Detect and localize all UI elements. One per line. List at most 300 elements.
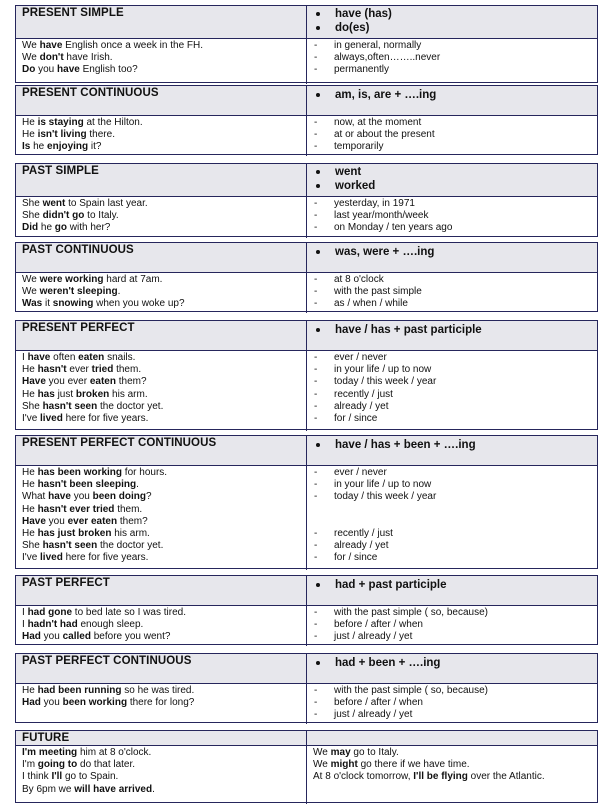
bold-text: been doing <box>92 491 146 503</box>
bold-text: has <box>37 388 55 400</box>
bold-text: might <box>330 759 358 771</box>
bold-text: tried <box>91 364 114 376</box>
text-run: before you went? <box>90 631 171 643</box>
bold-text: didn't go <box>42 210 85 222</box>
text-run: He <box>22 117 38 128</box>
examples-column-right <box>307 747 597 784</box>
text-run: She <box>22 400 43 412</box>
bold-text: went <box>42 198 66 209</box>
usage-note <box>307 467 597 479</box>
text-run: . <box>152 783 155 795</box>
form-bullet: had + past participle <box>307 578 597 592</box>
usage-note-text: today / this week / year <box>334 491 437 503</box>
text-run: We <box>22 40 40 51</box>
text-run: do that later. <box>77 759 136 771</box>
column-divider <box>306 164 307 196</box>
text-run: He <box>22 503 38 515</box>
text-run: I think <box>22 771 52 783</box>
dash-marker <box>314 222 317 234</box>
tense-body <box>16 351 597 431</box>
text-run: By 6pm we <box>22 783 75 795</box>
dash-marker <box>314 376 317 388</box>
example-sentence <box>22 413 304 425</box>
usage-note-text: on Monday / ten years ago <box>334 222 453 234</box>
bold-text: have <box>39 40 63 51</box>
example-sentence <box>22 364 304 376</box>
text-run: go to Spain. <box>62 771 119 783</box>
example-sentence <box>22 504 304 516</box>
bold-text: I'm meeting <box>22 747 78 758</box>
bold-text: Had <box>22 697 41 709</box>
tense-table <box>15 320 598 430</box>
form-bullet: went <box>307 165 597 179</box>
dash-marker <box>314 274 317 286</box>
bold-text: Was <box>22 298 43 310</box>
text-run: often <box>50 352 79 363</box>
text-run: I've <box>22 552 41 564</box>
bold-text: has been working <box>37 467 123 478</box>
bold-text: Is <box>22 141 31 153</box>
form-bullet: worked <box>307 179 597 193</box>
bold-text: were working <box>39 274 104 285</box>
text-run: the doctor yet. <box>97 400 164 412</box>
bold-text: have <box>57 64 80 76</box>
usage-note-text: temporarily <box>334 141 384 153</box>
bold-text: been working <box>62 697 128 709</box>
bold-text: have <box>27 352 51 363</box>
text-run: so he was tired. <box>121 685 195 696</box>
example-sentence <box>22 552 304 564</box>
usage-note <box>307 352 597 364</box>
tense-body <box>16 466 597 570</box>
tense-body <box>16 746 597 804</box>
bold-text: hadn't had <box>27 619 78 631</box>
form-bullets <box>307 656 597 670</box>
tense-table <box>15 435 598 569</box>
usage-note-text: at or about the present <box>334 129 435 141</box>
tense-table <box>15 163 598 237</box>
bold-text: called <box>62 631 91 643</box>
usage-note-text: with the past simple ( so, because) <box>334 607 488 618</box>
text-run: He <box>22 479 38 491</box>
text-run: you <box>35 64 58 76</box>
text-run: ? <box>145 491 152 503</box>
example-sentence <box>22 607 304 619</box>
text-run: I <box>22 607 28 618</box>
text-run: just <box>54 388 76 400</box>
text-run: at the Hilton. <box>83 117 143 128</box>
tense-body <box>16 273 597 313</box>
example-sentence <box>22 129 304 141</box>
text-run: He <box>22 685 38 696</box>
dash-marker <box>314 40 317 52</box>
usage-note-text: just / already / yet <box>334 709 413 721</box>
text-run: We <box>313 747 331 758</box>
text-run: them? <box>117 515 148 527</box>
tense-body <box>16 39 597 84</box>
bold-text: hasn't seen <box>42 400 98 412</box>
form-bullets <box>307 578 597 592</box>
text-run: for hours. <box>122 467 168 478</box>
tense-header <box>16 86 597 116</box>
bold-text: Do <box>22 64 36 76</box>
bold-text: lived <box>40 552 63 564</box>
text-run: snails. <box>104 352 136 363</box>
text-run: them. <box>113 364 142 376</box>
text-run: go there if we have time. <box>357 759 470 771</box>
bold-text: Did <box>22 222 39 234</box>
usage-note-text: for / since <box>334 412 378 424</box>
tense-header <box>16 654 597 684</box>
dash-marker <box>314 141 317 153</box>
usage-note-text: recently / just <box>334 527 393 539</box>
bold-text: had gone <box>27 607 73 618</box>
usage-note <box>307 286 597 298</box>
usage-note <box>307 540 597 552</box>
tense-body <box>16 606 597 646</box>
examples-column <box>22 274 304 311</box>
examples-column <box>22 747 304 796</box>
usage-note <box>307 504 597 516</box>
examples-column <box>22 352 304 425</box>
bold-text: may <box>330 747 351 758</box>
tense-table <box>15 242 598 312</box>
tense-header <box>16 243 597 273</box>
bold-text: enjoying <box>47 141 89 153</box>
bold-text: going to <box>37 759 78 771</box>
bold-text: hasn't been sleeping <box>37 479 137 491</box>
example-sentence <box>22 117 304 129</box>
dash-marker <box>314 607 317 619</box>
bold-text: had been running <box>37 685 122 696</box>
usage-note-text: always,often……..never <box>334 52 441 64</box>
usage-notes-column <box>307 198 597 235</box>
bold-text: is staying <box>37 117 84 128</box>
bold-text: isn't living <box>37 129 87 141</box>
text-run: He <box>22 129 38 141</box>
text-run: English too? <box>79 64 138 76</box>
dash-marker <box>314 491 317 503</box>
dash-marker <box>314 364 317 376</box>
text-run: there for long? <box>127 697 195 709</box>
examples-column <box>22 467 304 565</box>
text-run: . <box>136 479 139 491</box>
tense-header <box>16 576 597 606</box>
text-run: . <box>117 286 121 298</box>
bold-text: don't <box>39 52 64 64</box>
text-run: He <box>22 527 38 539</box>
example-sentence <box>22 40 304 52</box>
example-sentence <box>22 528 304 540</box>
usage-note-text: permanently <box>334 64 390 76</box>
text-run: She <box>22 210 43 222</box>
bold-text: ever eaten <box>67 515 118 527</box>
example-sentence <box>22 210 304 222</box>
text-run: him at 8 o'clock. <box>77 747 152 758</box>
usage-note <box>307 607 597 619</box>
text-run: to Italy. <box>84 210 119 222</box>
dash-marker <box>314 129 317 141</box>
bold-text: hasn't ever tried <box>37 503 115 515</box>
usage-note <box>307 685 597 697</box>
usage-note <box>307 376 597 388</box>
form-bullet: have (has) <box>307 7 597 21</box>
bold-text: broken <box>75 388 110 400</box>
bold-text: have <box>48 491 71 503</box>
tense-table <box>15 5 598 83</box>
dash-marker <box>314 413 317 425</box>
dash-marker <box>314 479 317 491</box>
text-run: She <box>22 198 43 209</box>
usage-note <box>307 141 597 153</box>
usage-note-text: ever / never <box>334 467 387 478</box>
example-sentence <box>22 631 304 643</box>
dash-marker <box>314 298 317 310</box>
usage-note <box>307 129 597 141</box>
tense-table <box>15 575 598 645</box>
example-sentence <box>22 491 304 503</box>
usage-note <box>307 552 597 564</box>
form-bullet: have / has + been + ….ing <box>307 438 597 452</box>
dash-marker <box>314 697 317 709</box>
usage-note <box>307 210 597 222</box>
usage-note-text: before / after / when <box>334 619 423 631</box>
usage-note-text: at 8 o'clock <box>334 274 384 285</box>
bold-text: eaten <box>89 376 116 388</box>
example-sentence <box>22 540 304 552</box>
usage-note <box>307 528 597 540</box>
column-divider <box>306 576 307 605</box>
example-sentence <box>22 479 304 491</box>
usage-notes-column <box>307 607 597 644</box>
usage-note <box>307 619 597 631</box>
text-run: English once a week in the FH. <box>62 40 204 51</box>
example-sentence <box>22 298 304 310</box>
example-sentence <box>22 467 304 479</box>
text-run: his arm. <box>111 527 150 539</box>
text-run: to bed late so I was tired. <box>72 607 186 618</box>
usage-note-text: last year/month/week <box>334 210 429 222</box>
dash-marker <box>314 709 317 721</box>
tense-title: PAST CONTINUOUS <box>22 244 134 256</box>
usage-note-text: today / this week / year <box>334 376 437 388</box>
example-sentence <box>22 64 304 76</box>
column-divider <box>306 654 307 683</box>
usage-note-text: as / when / while <box>334 298 408 310</box>
text-run: ever <box>66 364 92 376</box>
text-run: you <box>45 515 68 527</box>
bold-text: I'll <box>51 771 63 783</box>
usage-notes-column <box>307 467 597 565</box>
tense-table-future <box>15 730 598 803</box>
text-run: hard at 7am. <box>103 274 163 285</box>
form-bullet: am, is, are + ….ing <box>307 88 597 102</box>
usage-note <box>307 401 597 413</box>
usage-note-text: before / after / when <box>334 697 423 709</box>
example-sentence <box>307 759 597 771</box>
text-run: I'm <box>22 759 38 771</box>
usage-note-text: already / yet <box>334 540 389 552</box>
text-run: here for five years. <box>62 412 149 424</box>
text-run: he <box>30 141 48 153</box>
form-bullet: do(es) <box>307 21 597 35</box>
examples-column <box>22 117 304 154</box>
dash-marker <box>314 117 317 129</box>
text-run: I <box>22 352 28 363</box>
example-sentence <box>307 771 597 783</box>
text-run: I've <box>22 412 41 424</box>
bold-text: eaten <box>78 352 105 363</box>
bold-text: will have arrived <box>74 783 153 795</box>
example-sentence <box>22 274 304 286</box>
examples-column <box>22 685 304 709</box>
usage-note-text: recently / just <box>334 388 393 400</box>
example-sentence <box>22 619 304 631</box>
dash-marker <box>314 64 317 76</box>
tense-title: PAST PERFECT <box>22 577 110 589</box>
dash-marker <box>314 401 317 413</box>
form-bullets <box>307 323 597 337</box>
usage-note <box>307 631 597 643</box>
text-run: the doctor yet. <box>97 540 164 552</box>
dash-marker <box>314 352 317 364</box>
example-sentence <box>22 784 304 796</box>
usage-note-text: in your life / up to now <box>334 364 432 376</box>
text-run: He <box>22 467 38 478</box>
tense-title: PRESENT PERFECT <box>22 322 135 334</box>
text-run: At 8 o'clock tomorrow, <box>313 771 414 783</box>
text-run: enough sleep. <box>77 619 144 631</box>
text-run: to Spain last year. <box>65 198 148 209</box>
example-sentence <box>22 516 304 528</box>
text-run: He <box>22 364 38 376</box>
example-sentence <box>22 389 304 401</box>
example-sentence <box>22 198 304 210</box>
tense-title: FUTURE <box>22 732 70 744</box>
text-run: you <box>40 631 63 643</box>
tense-header <box>16 6 597 39</box>
usage-note-text: already / yet <box>334 400 389 412</box>
usage-note <box>307 274 597 286</box>
text-run: She <box>22 540 43 552</box>
bold-text: hasn't <box>37 364 67 376</box>
usage-note <box>307 491 597 503</box>
text-run: go to Italy. <box>350 747 399 758</box>
example-sentence <box>22 222 304 234</box>
text-run: I <box>22 619 28 631</box>
text-run: his arm. <box>109 388 148 400</box>
tense-title: PRESENT PERFECT CONTINUOUS <box>22 437 217 449</box>
tense-title: PRESENT CONTINUOUS <box>22 87 159 99</box>
tense-header <box>16 436 597 466</box>
dash-marker <box>314 685 317 697</box>
example-sentence <box>22 141 304 153</box>
example-sentence <box>22 771 304 783</box>
example-sentence <box>22 376 304 388</box>
text-run: it <box>42 298 53 310</box>
example-sentence <box>22 747 304 759</box>
example-sentence <box>22 52 304 64</box>
usage-note <box>307 364 597 376</box>
bold-text: has just broken <box>37 527 112 539</box>
usage-note <box>307 52 597 64</box>
usage-notes-column <box>307 40 597 77</box>
bold-text: I'll be flying <box>413 771 468 783</box>
tense-header <box>16 731 597 746</box>
text-run: you <box>40 697 63 709</box>
usage-note-text: with the past simple ( so, because) <box>334 685 488 696</box>
form-bullets <box>307 245 597 259</box>
usage-note-text: in your life / up to now <box>334 479 432 491</box>
text-run: We <box>22 52 40 64</box>
form-bullet: was, were + ….ing <box>307 245 597 259</box>
tense-body <box>16 197 597 238</box>
text-run: them. <box>114 503 143 515</box>
tense-title: PAST SIMPLE <box>22 165 99 177</box>
text-run: he <box>38 222 55 234</box>
text-run: you ever <box>45 376 90 388</box>
text-run: We <box>22 274 40 285</box>
tense-header <box>16 321 597 351</box>
usage-note <box>307 64 597 76</box>
tense-table <box>15 653 598 723</box>
dash-marker <box>314 52 317 64</box>
column-divider <box>306 86 307 115</box>
bold-text: Have <box>22 376 46 388</box>
text-run: What <box>22 491 49 503</box>
bold-text: weren't sleeping <box>39 286 118 298</box>
column-divider <box>306 321 307 350</box>
text-run: here for five years. <box>62 552 149 564</box>
text-run: it? <box>88 141 102 153</box>
dash-marker <box>314 619 317 631</box>
tense-header <box>16 164 597 197</box>
usage-notes-column <box>307 352 597 425</box>
text-run: We <box>313 759 331 771</box>
example-sentence <box>22 286 304 298</box>
form-bullets <box>307 88 597 102</box>
text-run: have Irish. <box>63 52 113 64</box>
usage-notes-column <box>307 685 597 722</box>
usage-note-text: now, at the moment <box>334 117 422 128</box>
usage-note <box>307 516 597 528</box>
tense-body <box>16 684 597 724</box>
bold-text: lived <box>40 412 63 424</box>
example-sentence <box>22 401 304 413</box>
usage-note <box>307 389 597 401</box>
usage-note <box>307 697 597 709</box>
text-run: you <box>70 491 93 503</box>
tense-body <box>16 116 597 156</box>
form-bullet: had + been + ….ing <box>307 656 597 670</box>
column-divider <box>306 6 307 38</box>
text-run: them? <box>115 376 147 388</box>
dash-marker <box>314 389 317 401</box>
usage-note-text: in general, normally <box>334 40 422 51</box>
dash-marker <box>314 286 317 298</box>
tense-title: PRESENT SIMPLE <box>22 7 124 19</box>
examples-column <box>22 40 304 77</box>
example-sentence <box>22 697 304 709</box>
example-sentence <box>22 685 304 697</box>
example-sentence <box>307 747 597 759</box>
bold-text: go <box>54 222 68 234</box>
text-run: over the Atlantic. <box>467 771 545 783</box>
column-divider <box>306 436 307 465</box>
text-run: with her? <box>67 222 111 234</box>
dash-marker <box>314 528 317 540</box>
bold-text: Had <box>22 631 41 643</box>
